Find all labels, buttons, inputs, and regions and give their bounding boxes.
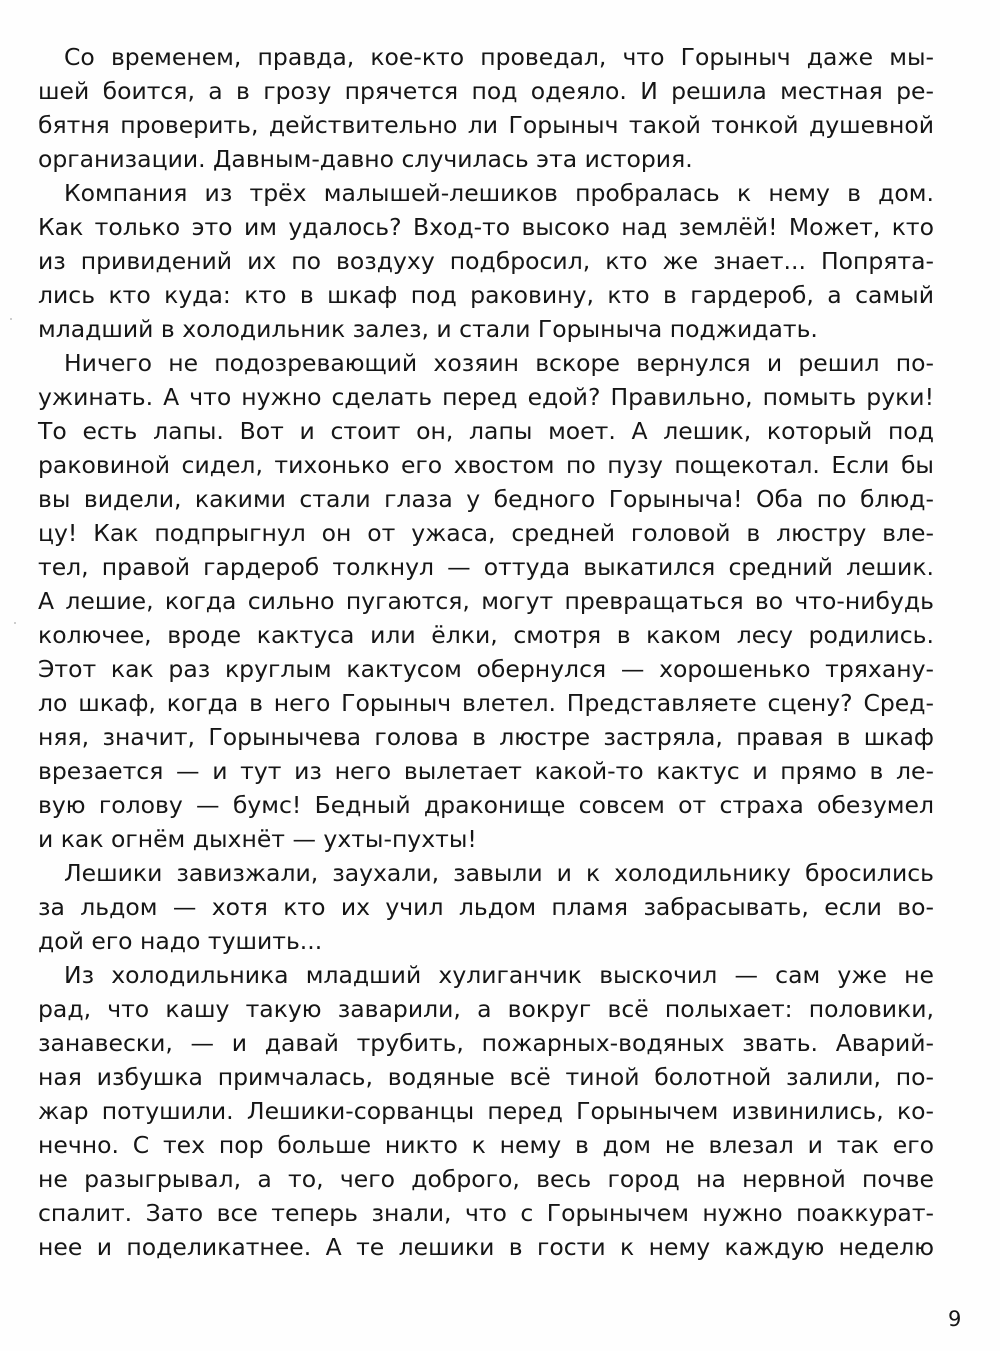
scan-speck <box>10 318 12 320</box>
text-line: нее и поделикатнее. А те лешики в гости к нему каждую неделю <box>38 1233 934 1261</box>
text-line: занавески, — и давай трубить, пожарных-водяных звать. Аварий- <box>38 1029 934 1057</box>
text-line: нечно. С тех пор больше никто к нему в дом не влезал и так его <box>38 1131 934 1159</box>
text-line: младший в холодильник залез, и стали Горыныча поджидать. <box>38 315 818 343</box>
text-line: То есть лапы. Вот и стоит он, лапы моет. А лешик, который под <box>38 417 934 445</box>
text-line: колючее, вроде кактуса или ёлки, смотря в каком лесу родились. <box>38 621 934 649</box>
text-line: Этот как раз круглым кактусом обернулся — хорошенько тряхану- <box>38 655 934 683</box>
text-line: врезается — и тут из него вылетает какой-то кактус и прямо в ле- <box>38 757 934 785</box>
text-line: лись кто куда: кто в шкаф под раковину, кто в гардероб, а самый <box>38 281 934 309</box>
text-line: из привидений их по воздуху подбросил, кто же знает... Попрята- <box>38 247 934 275</box>
text-line: раковиной сидел, тихонько его хвостом по пузу пощекотал. Если бы <box>38 451 934 479</box>
text-line: Ничего не подозревающий хозяин вскоре вернулся и решил по- <box>64 349 934 377</box>
text-line: за льдом — хотя кто их учил льдом пламя забрасывать, если во- <box>38 893 934 921</box>
text-line: ужинать. А что нужно сделать перед едой? Правильно, помыть руки! <box>38 383 934 411</box>
text-line: Как только это им удалось? Вход-то высоко над землёй! Может, кто <box>38 213 934 241</box>
text-line: не разыгрывал, а то, чего доброго, весь город на нервной почве <box>38 1165 934 1193</box>
text-line: дой его надо тушить... <box>38 927 323 955</box>
text-line: ная избушка примчалась, водяные всё тиной болотной залили, по- <box>38 1063 934 1091</box>
text-line: Лешики завизжали, заухали, завыли и к холодильнику бросились <box>64 859 934 887</box>
text-line: ло шкаф, когда в него Горыныч влетел. Представляете сцену? Сред- <box>38 689 934 717</box>
page-number: 9 <box>948 1307 962 1331</box>
text-line: цу! Как подпрыгнул он от ужаса, средней головой в люстру вле- <box>38 519 934 547</box>
text-line: Из холодильника младший хулиганчик выскочил — сам уже не <box>64 961 934 989</box>
body-text <box>38 40 934 1264</box>
text-line: тел, правой гардероб толкнул — оттуда выкатился средний лешик. <box>38 553 934 581</box>
text-line: шей боится, а в грозу прячется под одеяло. И решила местная ре- <box>38 77 934 105</box>
text-line: и как огнём дыхнёт — ухты-пухты! <box>38 825 477 853</box>
text-line: вую голову — бумс! Бедный драконище совсем от страха обезумел <box>38 791 934 819</box>
text-line: жар потушили. Лешики-сорванцы перед Горынычем извинились, ко- <box>38 1097 934 1125</box>
text-line: вы видели, какими стали глаза у бедного Горыныча! Оба по блюд- <box>38 485 934 513</box>
text-line: организации. Давным-давно случилась эта история. <box>38 145 693 173</box>
text-line: А лешие, когда сильно пугаются, могут превращаться во что-нибудь <box>38 587 934 615</box>
text-line: бятня проверить, действительно ли Горыныч такой тонкой душевной <box>38 111 934 139</box>
text-line: Компания из трёх малышей-лешиков пробралась к нему в дом. <box>64 179 934 207</box>
scan-speck <box>14 622 16 624</box>
text-line: рад, что кашу такую заварили, а вокруг всё полыхает: половики, <box>38 995 934 1023</box>
text-line: няя, значит, Горынычева голова в люстре застряла, правая в шкаф <box>38 723 934 751</box>
text-line: спалит. Зато все теперь знали, что с Горынычем нужно поаккурат- <box>38 1199 934 1227</box>
text-line: Со временем, правда, кое-кто проведал, что Горыныч даже мы- <box>64 43 934 71</box>
